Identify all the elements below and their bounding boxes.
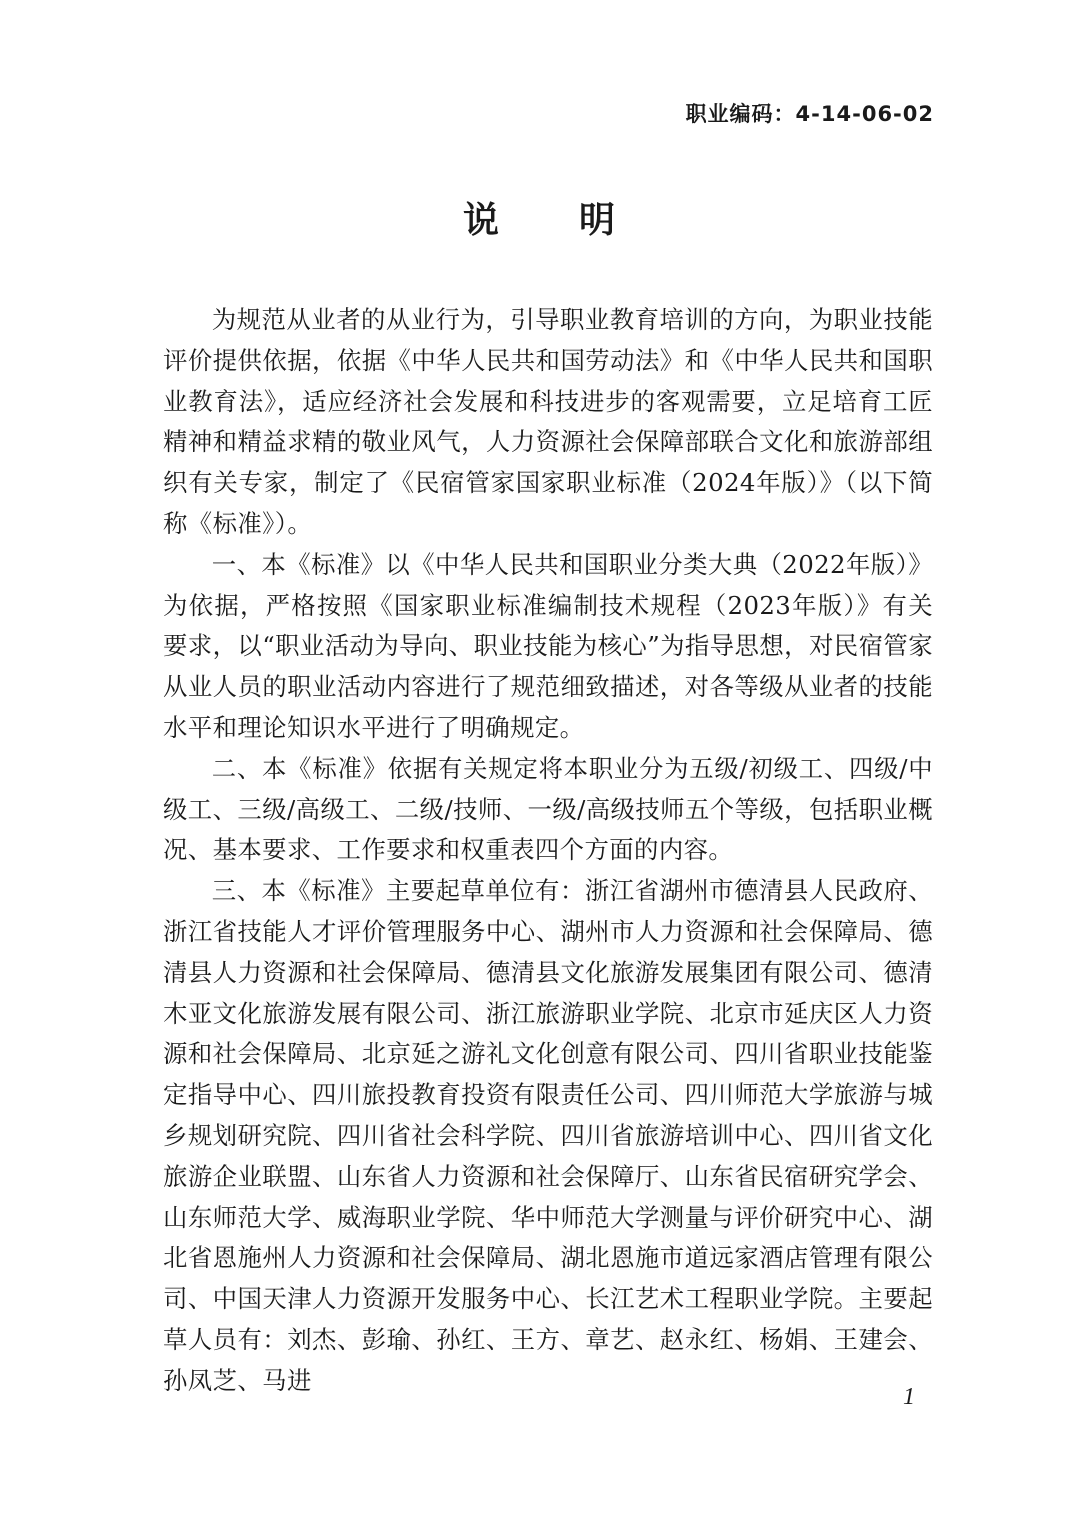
paragraph-section-3: 三、本《标准》主要起草单位有：浙江省湖州市德清县人民政府、浙江省技能人才评价管理服务中心、湖州市人力资源和社会保障局、德清县人力资源和社会保障局、德清县文化旅游发展集团有限公司、德清木亚文化旅游发展有限公司、浙江旅游职业学院、北京市延庆区人力资源和社会保障局、北京延之游礼文化创意有限公司、四川省职业技能鉴定指导中心、四川旅投教育投资有限责任公司、四川师范大学旅游与城乡规划研究院、四川省社会科学院、四川省旅游培训中心、四川省文化旅游企业联盟、山东省人力资源和社会保障厅、山东省民宿研究学会、山东师范大学、威海职业学院、华中师范大学测量与评价研究中心、湖北省恩施州人力资源和社会保障局、湖北恩施市道远家酒店管理有限公司、中国天津人力资源开发服务中心、长江艺术工程职业学院。主要起草人员有：刘杰、彭瑜、孙红、王方、章艺、赵永红、杨娟、王建会、孙凤芝、马进	[163, 876, 933, 1395]
document-body	[163, 300, 933, 1402]
page-title	[0, 192, 1080, 243]
title-char-2: 明	[579, 200, 618, 241]
title-char-1: 说	[462, 200, 501, 241]
occupation-code: 职业编码：4-14-06-02	[685, 102, 934, 126]
paragraph-section-1: 一、本《标准》以《中华人民共和国职业分类大典（2022年版）》为依据，严格按照《国家职业标准编制技术规程（2023年版）》有关要求，以“职业活动为导向、职业技能为核心”为指导思想，对民宿管家从业人员的职业活动内容进行了规范细致描述，对各等级从业者的技能水平和理论知识水平进行了明确规定。	[163, 549, 933, 742]
paragraph-intro: 为规范从业者的从业行为，引导职业教育培训的方向，为职业技能评价提供依据，依据《中华人民共和国劳动法》和《中华人民共和国职业教育法》，适应经济社会发展和科技进步的客观需要，立足培育工匠精神和精益求精的敬业风气，人力资源社会保障部联合文化和旅游部组织有关专家，制定了《民宿管家国家职业标准（2024年版）》（以下简称《标准》）。	[163, 305, 933, 538]
page-number: 1	[903, 1384, 915, 1410]
paragraph-section-2: 二、本《标准》依据有关规定将本职业分为五级/初级工、四级/中级工、三级/高级工、二级/技师、一级/高级技师五个等级，包括职业概况、基本要求、工作要求和权重表四个方面的内容。	[163, 753, 933, 865]
